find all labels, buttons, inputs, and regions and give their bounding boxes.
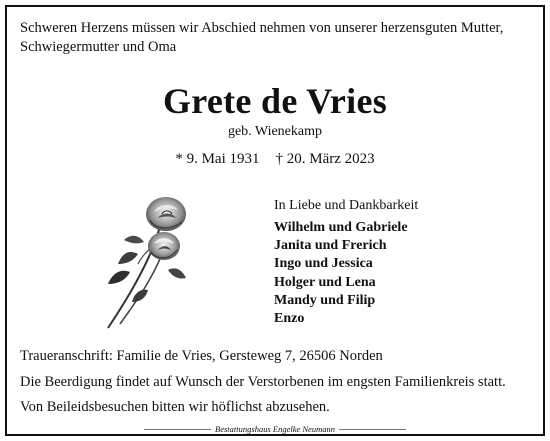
- mourning-address: Traueranschrift: Familie de Vries, Gersteweg 7, 26506 Norden: [20, 348, 383, 364]
- undertaker-name: Bestattungshaus Engelke Neumann: [211, 424, 339, 434]
- family-member: Mandy und Filip: [274, 292, 376, 308]
- family-member: Janita und Frerich: [274, 238, 387, 254]
- family-heading: In Liebe und Dankbarkeit: [274, 198, 419, 213]
- family-member: Ingo und Jessica: [274, 256, 373, 272]
- birth-date: * 9. Mai 1931: [175, 151, 260, 167]
- life-dates: [0, 149, 550, 169]
- family-member: Holger und Lena: [274, 274, 376, 290]
- family-member: Wilhelm und Gabriele: [274, 220, 408, 235]
- maiden-name: geb. Wienekamp: [227, 124, 323, 139]
- family-member: Enzo: [274, 311, 305, 327]
- family-list: [274, 219, 534, 328]
- deceased-name: Grete de Vries: [162, 81, 388, 121]
- family-block: [274, 196, 534, 328]
- undertaker-credit: [0, 424, 550, 435]
- funeral-info: Die Beerdigung findet auf Wunsch der Verstorbenen im engsten Familienkreis statt.: [20, 374, 506, 390]
- rose-icon: [98, 194, 194, 330]
- condolence-info: Von Beileidsbesuchen bitten wir höflichst abzusehen.: [20, 399, 330, 415]
- intro-text: Schweren Herzens müssen wir Abschied nehmen von unserer herzensguten Mutter, Schwiegermutter und Oma: [20, 20, 504, 55]
- death-date: † 20. März 2023: [275, 151, 375, 167]
